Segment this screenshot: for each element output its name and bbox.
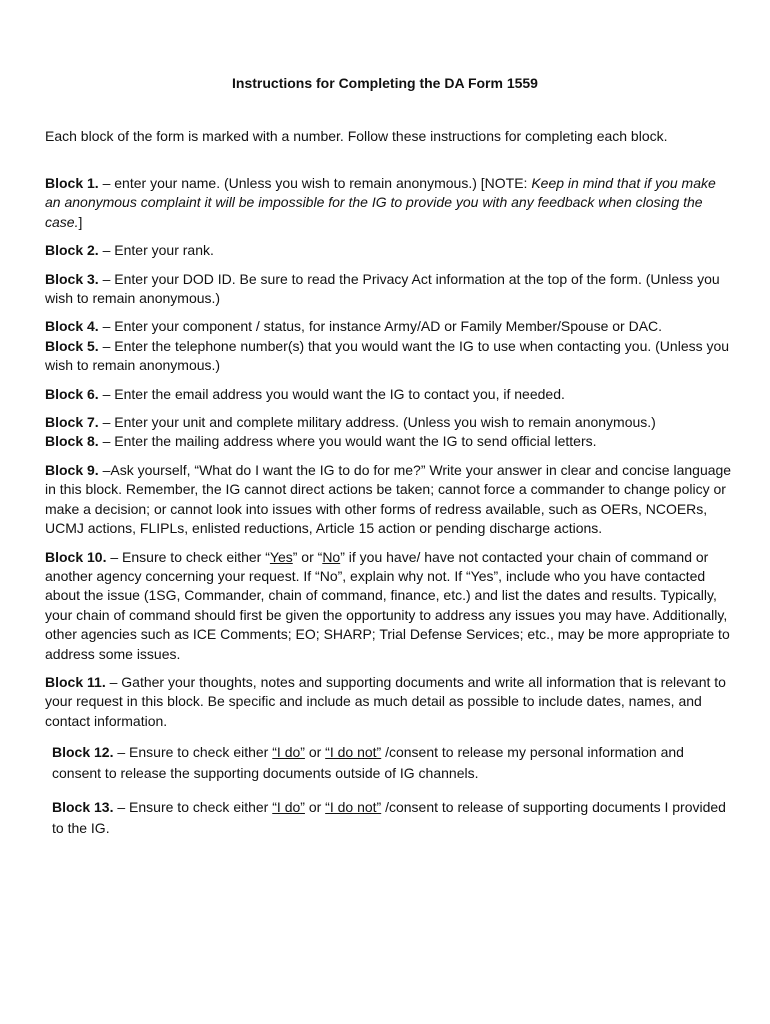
block-2-label: Block 2. (45, 242, 99, 259)
block-6-text: – Enter the email address you would want the IG to contact you, if needed. (98, 385, 565, 402)
block-13-option-i-do: “I do” (272, 799, 305, 816)
block-1-note: Keep in mind that if you make an anonymous complaint it will be impossible for the IG to provide you with any feedback when closing the case. (45, 175, 716, 230)
block-10-instruction (45, 548, 735, 664)
block-10-option-yes: Yes (269, 548, 293, 565)
block-7-label: Block 7. (45, 414, 99, 431)
block-12-option-i-do-not: “I do not” (325, 744, 382, 761)
block-4-text: – Enter your component / status, for instance Army/AD or Family Member/Spouse or DAC. (98, 318, 663, 335)
document-title: Instructions for Completing the DA Form 1559 (232, 75, 538, 91)
block-6-instruction (45, 385, 735, 404)
block-7-text: – Enter your unit and complete military address. (Unless you wish to remain anonymous.) (98, 414, 656, 431)
block-8-instruction (45, 432, 735, 451)
block-3-label: Block 3. (45, 270, 99, 287)
block-12-post: /consent to release my personal information and consent to release the supporting documents outside of IG channels. (52, 744, 684, 782)
block-13-instruction (45, 797, 735, 839)
block-1-instruction (45, 174, 735, 232)
block-3-text: – Enter your DOD ID. Be sure to read the Privacy Act information at the top of the form. (Unless you wish to remain anonymous.) (45, 270, 720, 307)
block-9-text: –Ask yourself, “What do I want the IG to do for me?” Write your answer in clear and concise language in this block. Remember, the IG cannot direct actions be taken; cannot force a commander to change policy or make a decision; or cannot look into issues with other forms of redress available, such as OERs, NCOERs, UCMJ actions, FLIPLs, enlisted reductions, Article 15 action or pending discharge actions. (45, 461, 732, 537)
block-9-instruction (45, 461, 735, 539)
block-5-label: Block 5. (45, 337, 99, 354)
block-1-text: – enter your name. (Unless you wish to remain anonymous.) [NOTE: (98, 175, 532, 191)
block-12-label: Block 12. (52, 744, 114, 761)
block-11-text: – Gather your thoughts, notes and supporting documents and write all information that is relevant to your request in this block. Be specific and include as much detail as possible to include dates, names, and contact information. (45, 673, 726, 729)
block-1-label: Block 1. (45, 175, 99, 191)
block-10-pre: – Ensure to check either “ (106, 548, 270, 565)
block-5-instruction (45, 337, 735, 376)
block-instructions (45, 174, 735, 839)
block-2-instruction (45, 241, 735, 260)
block-6-label: Block 6. (45, 385, 99, 402)
block-8-label: Block 8. (45, 433, 99, 450)
block-9-label: Block 9. (45, 461, 99, 478)
block-11-label: Block 11. (45, 673, 106, 690)
block-10-label: Block 10. (45, 548, 107, 565)
block-5-text: – Enter the telephone number(s) that you would want the IG to use when contacting you. (Unless you wish to remain anonymous.) (45, 337, 730, 374)
block-1-tail: ] (78, 213, 83, 230)
block-12-option-i-do: “I do” (272, 744, 305, 761)
block-11-instruction (45, 673, 735, 731)
block-10-mid: ” or “ (292, 548, 323, 565)
block-4-label: Block 4. (45, 318, 99, 335)
block-10-post: ” if you have/ have not contacted your chain of command or another agency concerning your request. If “No”, explain why not. If “Yes”, include who you have contacted about the issue (1SG, Commander, chain of command, finance, etc.) and list the dates and results. Typically, your chain of command should first be given the opportunity to address any issues you may have. Additionally, other agencies such as ICE Comments; EO; SHARP; Trial Defense Services; etc., may be more appropriate to address some issues. (45, 548, 730, 662)
block-3-instruction (45, 270, 735, 309)
block-8-text: – Enter the mailing address where you would want the IG to send official letters. (98, 433, 597, 450)
block-12-pre: – Ensure to check either (113, 744, 273, 761)
intro-paragraph: Each block of the form is marked with a number. Follow these instructions for completing each block. (45, 128, 668, 144)
block-13-post: /consent to release of supporting documents I provided to the IG. (52, 799, 726, 837)
block-13-label: Block 13. (52, 799, 114, 816)
block-12-mid: or (304, 744, 326, 761)
block-13-option-i-do-not: “I do not” (325, 799, 382, 816)
block-13-pre: – Ensure to check either (113, 799, 273, 816)
block-7-instruction (45, 413, 735, 432)
block-4-instruction (45, 317, 735, 336)
block-10-option-no: No (322, 548, 341, 565)
block-13-mid: or (304, 799, 326, 816)
block-12-instruction (45, 742, 735, 784)
block-2-text: – Enter your rank. (98, 242, 214, 259)
